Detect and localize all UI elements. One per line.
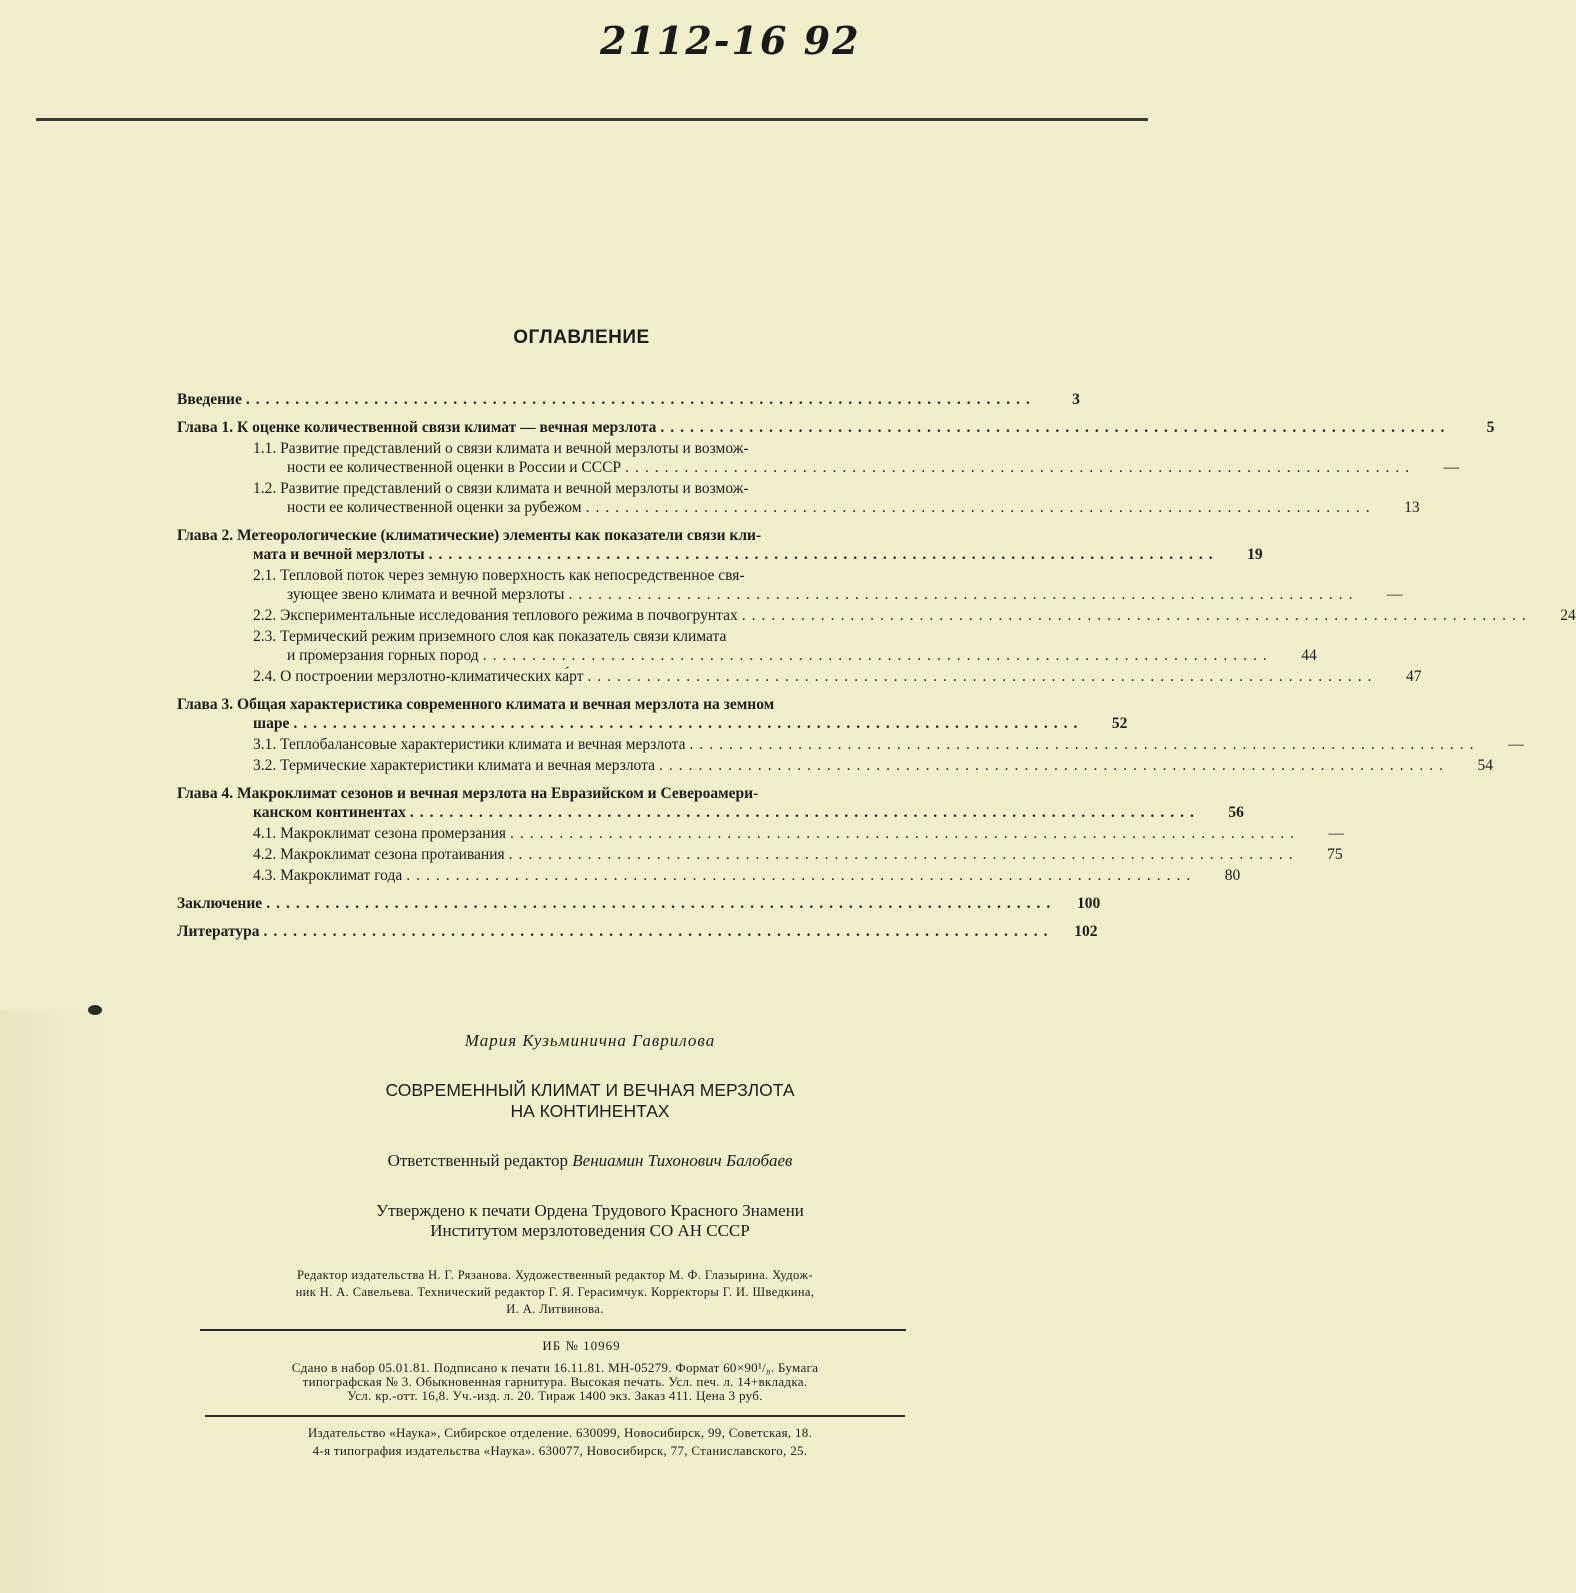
toc-title: ОГЛАВЛЕНИЕ	[513, 327, 650, 348]
publisher-info	[220, 1424, 900, 1460]
toc-entry	[177, 667, 1422, 686]
toc-entry	[177, 866, 1241, 885]
toc-entry-text: 2.3. Термический режим приземного слоя как показатель связи климата	[253, 628, 727, 645]
handwritten-note: 2112-16 92	[600, 18, 861, 63]
toc-page-number: 47	[1406, 668, 1422, 685]
toc-page-number: 5	[1486, 419, 1495, 436]
credits-line: ник Н. А. Савельева. Технический редактор Г. Я. Герасимчук. Корректоры Г. И. Шведкина,	[295, 1285, 815, 1299]
toc-page-number: —	[1443, 459, 1460, 476]
toc-entry-text: 1.2. Развитие представлений о связи климата и вечной мерзлоты и возмож-	[253, 480, 749, 497]
divider	[205, 1415, 905, 1417]
dot-leader: ................................................................................	[263, 923, 1054, 940]
toc-entry	[177, 627, 1317, 665]
dot-leader: ................................................................................	[689, 736, 1480, 753]
toc-page-number: —	[1328, 825, 1345, 842]
toc-page-number: 24	[1560, 607, 1576, 624]
dot-leader: ................................................................................	[568, 586, 1359, 603]
toc-entry-text: ности ее количественной оценки в России и СССР	[287, 459, 622, 476]
toc-entry-text: шаре	[253, 715, 290, 732]
toc-entry-text: Глава 2. Метеорологические (климатические) элементы как показатели связи кли-	[177, 527, 762, 544]
page-edge-shadow	[0, 1010, 110, 1593]
credits-line: Редактор издательства Н. Г. Рязанова. Художественный редактор М. Ф. Глазырина. Худож-	[297, 1268, 813, 1282]
dot-leader: ................................................................................	[587, 668, 1378, 685]
publisher-line: 4-я типография издательства «Наука». 630077, Новосибирск, 77, Станиславского, 25.	[312, 1443, 808, 1458]
book-title-line: СОВРЕМЕННЫЙ КЛИМАТ И ВЕЧНАЯ МЕРЗЛОТА	[385, 1080, 795, 1100]
toc-entry	[177, 390, 1080, 409]
toc-entry-text: Введение	[177, 391, 242, 408]
toc-entry	[177, 824, 1345, 843]
toc-page-number: 19	[1247, 546, 1263, 563]
toc-entry	[177, 922, 1098, 941]
dot-leader: ................................................................................	[658, 757, 1449, 774]
toc-entry	[177, 479, 1420, 517]
print-line: Усл. кр.-отт. 16,8. Уч.-изд. л. 20. Тираж 1400 экз. Заказ 411. Цена 3 руб.	[347, 1388, 763, 1403]
toc-page-number: 56	[1228, 804, 1244, 821]
ib-number: ИБ № 10969	[542, 1338, 621, 1353]
author-name: Мария Кузьминична Гаврилова	[464, 1031, 716, 1050]
toc-entry-text: 1.1. Развитие представлений о связи климата и вечной мерзлоты и возмож-	[253, 440, 749, 457]
toc-entry	[177, 756, 1493, 775]
table-of-contents	[177, 390, 1576, 941]
toc-entry	[177, 439, 1460, 477]
toc-entry-text: мата и вечной мерзлоты	[253, 546, 425, 563]
editor-label: Ответственный редактор	[387, 1151, 569, 1170]
dot-leader: ................................................................................	[293, 715, 1084, 732]
toc-page-number: 3	[1072, 391, 1080, 408]
toc-entry	[177, 418, 1495, 437]
dot-leader: ................................................................................	[266, 895, 1057, 912]
top-rule	[36, 118, 1148, 121]
toc-entry-text: 4.2. Макроклимат сезона протаивания	[253, 846, 505, 863]
toc-page-number: 44	[1301, 647, 1317, 664]
print-line: Сдано в набор 05.01.81. Подписано к печати 16.11.81. МН-05279. Формат 60×90¹/₈. Бумага	[291, 1360, 819, 1375]
toc-entry-text: 4.1. Макроклимат сезона промерзания	[253, 825, 507, 842]
approval-statement	[150, 1201, 1030, 1241]
toc-entry	[177, 526, 1263, 564]
toc-entry	[177, 566, 1403, 604]
dot-leader: ................................................................................	[482, 647, 1273, 664]
toc-entry-text: ности ее количественной оценки за рубежом	[287, 499, 582, 516]
toc-entry-text: 2.2. Экспериментальные исследования теплового режима в почвогрунтах	[253, 607, 738, 624]
book-title	[150, 1080, 1030, 1122]
toc-entry-text: Глава 3. Общая характеристика современного климата и вечная мерзлота на земном	[177, 696, 775, 713]
toc-page-number: 13	[1404, 499, 1420, 516]
approval-line: Институтом мерзлотоведения СО АН СССР	[430, 1221, 750, 1240]
credits-line: И. А. Литвинова.	[506, 1302, 604, 1316]
print-line: типографская № 3. Обыкновенная гарнитура. Высокая печать. Усл. печ. л. 14+вкладка.	[302, 1374, 808, 1389]
toc-entry-text: 4.3. Макроклимат года	[253, 867, 403, 884]
toc-page-number: 102	[1074, 923, 1098, 940]
staff-credits	[200, 1267, 910, 1318]
dot-leader: ................................................................................	[660, 419, 1451, 436]
binding-mark	[88, 1005, 102, 1015]
toc-page-number: —	[1386, 586, 1403, 603]
dot-leader: ................................................................................	[428, 546, 1219, 563]
toc-entry-text: 3.1. Теплобалансовые характеристики климата и вечная мерзлота	[253, 736, 686, 753]
toc-page-number: —	[1508, 736, 1524, 753]
toc-entry	[177, 695, 1128, 733]
responsible-editor	[150, 1151, 1030, 1171]
toc-entry-text: Литература	[177, 923, 260, 940]
dot-leader: ................................................................................	[406, 867, 1197, 884]
toc-entry-text: и промерзания горных пород	[287, 647, 479, 664]
toc-page-number: 80	[1224, 867, 1241, 884]
toc-entry-text: Заключение	[177, 895, 263, 912]
toc-entry-text: 3.2. Термические характеристики климата и вечная мерзлота	[253, 757, 655, 774]
book-title-line: НА КОНТИНЕНТАХ	[510, 1101, 670, 1121]
approval-line: Утверждено к печати Ордена Трудового Красного Знамени	[376, 1201, 804, 1220]
toc-page-number: 100	[1076, 895, 1101, 912]
dot-leader: ................................................................................	[245, 391, 1036, 408]
dot-leader: ................................................................................	[585, 499, 1376, 516]
print-data	[200, 1361, 910, 1403]
dot-leader: ................................................................................	[625, 459, 1416, 476]
toc-page-number: 54	[1477, 757, 1493, 774]
toc-entry-text: Глава 4. Макроклимат сезонов и вечная мерзлота на Евразийском и Североамери-	[177, 785, 759, 802]
dot-leader: ................................................................................	[510, 825, 1301, 842]
toc-entry	[177, 845, 1343, 864]
toc-entry	[177, 735, 1524, 754]
divider	[200, 1329, 906, 1331]
dot-leader: ................................................................................	[741, 607, 1532, 624]
toc-entry-text: 2.1. Тепловой поток через земную поверхность как непосредственное свя-	[253, 567, 745, 584]
toc-entry-text: канском континентах	[253, 804, 406, 821]
dot-leader: ................................................................................	[409, 804, 1200, 821]
toc-entry	[177, 894, 1101, 913]
toc-entry-text: зующее звено климата и вечной мерзлоты	[287, 586, 565, 603]
toc-entry	[177, 606, 1576, 625]
toc-entry-text: 2.4. О построении мерзлотно-климатических ка́рт	[253, 668, 584, 685]
toc-entry-text: Глава 1. К оценке количественной связи климат — вечная мерзлота	[177, 419, 657, 436]
toc-page-number: 52	[1111, 715, 1128, 732]
dot-leader: ................................................................................	[508, 846, 1299, 863]
toc-page-number: 75	[1327, 846, 1343, 863]
toc-entry	[177, 784, 1244, 822]
editor-name: Вениамин Тихонович Балобаев	[572, 1151, 793, 1170]
publisher-line: Издательство «Наука», Сибирское отделение. 630099, Новосибирск, 99, Советская, 18.	[307, 1425, 813, 1440]
